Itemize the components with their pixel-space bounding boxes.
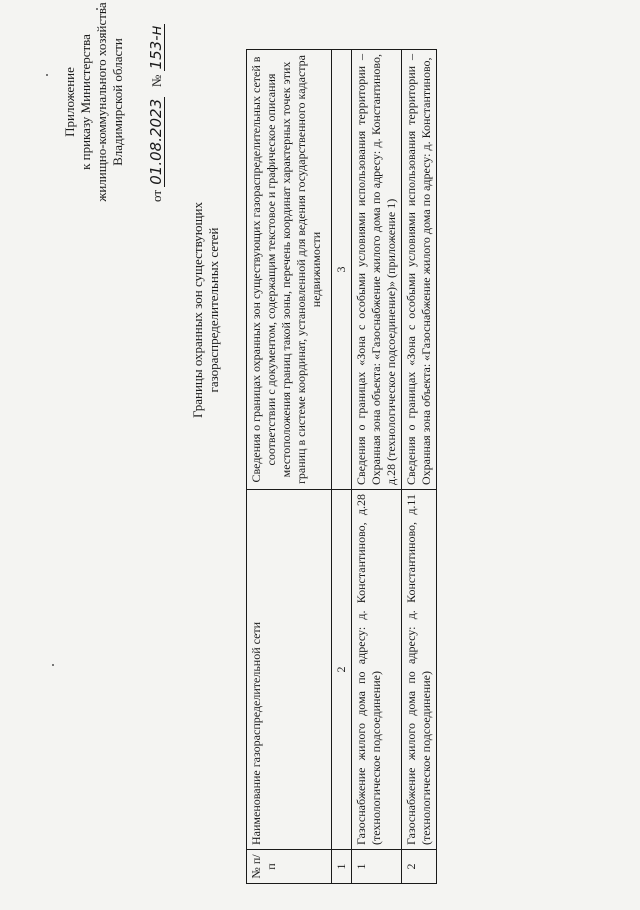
network-name: Газоснабжение жилого дома по адресу: д. Константиново, д.11 (технологическое подсоединение) [402, 490, 437, 850]
appendix-line-2: жилищно-коммунального хозяйства [94, 2, 109, 202]
header-name: Наименование газораспределительной сети [247, 490, 332, 850]
row-number: 1 [352, 850, 402, 884]
order-number: 153-н [147, 25, 165, 70]
column-number: 3 [332, 50, 352, 490]
appendix-title: Приложение [62, 67, 77, 137]
number-label: № [149, 74, 164, 88]
appendix-block [62, 2, 165, 202]
document-title [190, 180, 222, 440]
title-line-2: газораспределительных сетей [206, 227, 221, 393]
column-number: 2 [332, 490, 352, 850]
table-column-number-row [332, 50, 352, 884]
appendix-line-3: Владимирской области [110, 38, 125, 166]
from-label: от [149, 189, 164, 202]
order-reference [148, 2, 165, 202]
table-row [352, 50, 402, 884]
appendix-line-1: к приказу Министерства [78, 34, 93, 170]
header-num: № п/п [247, 850, 332, 884]
network-name: Газоснабжение жилого дома по адресу: д. Константиново, д.28 (технологическое подсоединение) [352, 490, 402, 850]
title-line-1: Границы охранных зон существующих [190, 202, 205, 418]
table-header-row [247, 50, 332, 884]
zone-info: Сведения о границах «Зона с особыми условиями использования территории – Охранная зона объекта: «Газоснабжение жилого дома по адресу: д. Константиново, д.28 (технологическое подсоединение)» (приложение 1) [352, 50, 402, 490]
table-row [402, 50, 437, 884]
column-number: 1 [332, 850, 352, 884]
row-number: 2 [402, 850, 437, 884]
header-info: Сведения о границах охранных зон существующих газораспределительных сетей в соответствии с документом, содержащим текстовое и графическое описания местоположения границ такой зоны, перечень координат характерных точек этих границ в системе координат, установленной для ведения государственного кадастра недвижимости [247, 50, 332, 490]
zone-info: Сведения о границах «Зона с особыми условиями использования территории – Охранная зона объекта: «Газоснабжение жилого дома по адресу: д. Константиново, [402, 50, 437, 490]
zones-table [246, 49, 437, 884]
order-date: 01.08.2023 [147, 98, 165, 185]
